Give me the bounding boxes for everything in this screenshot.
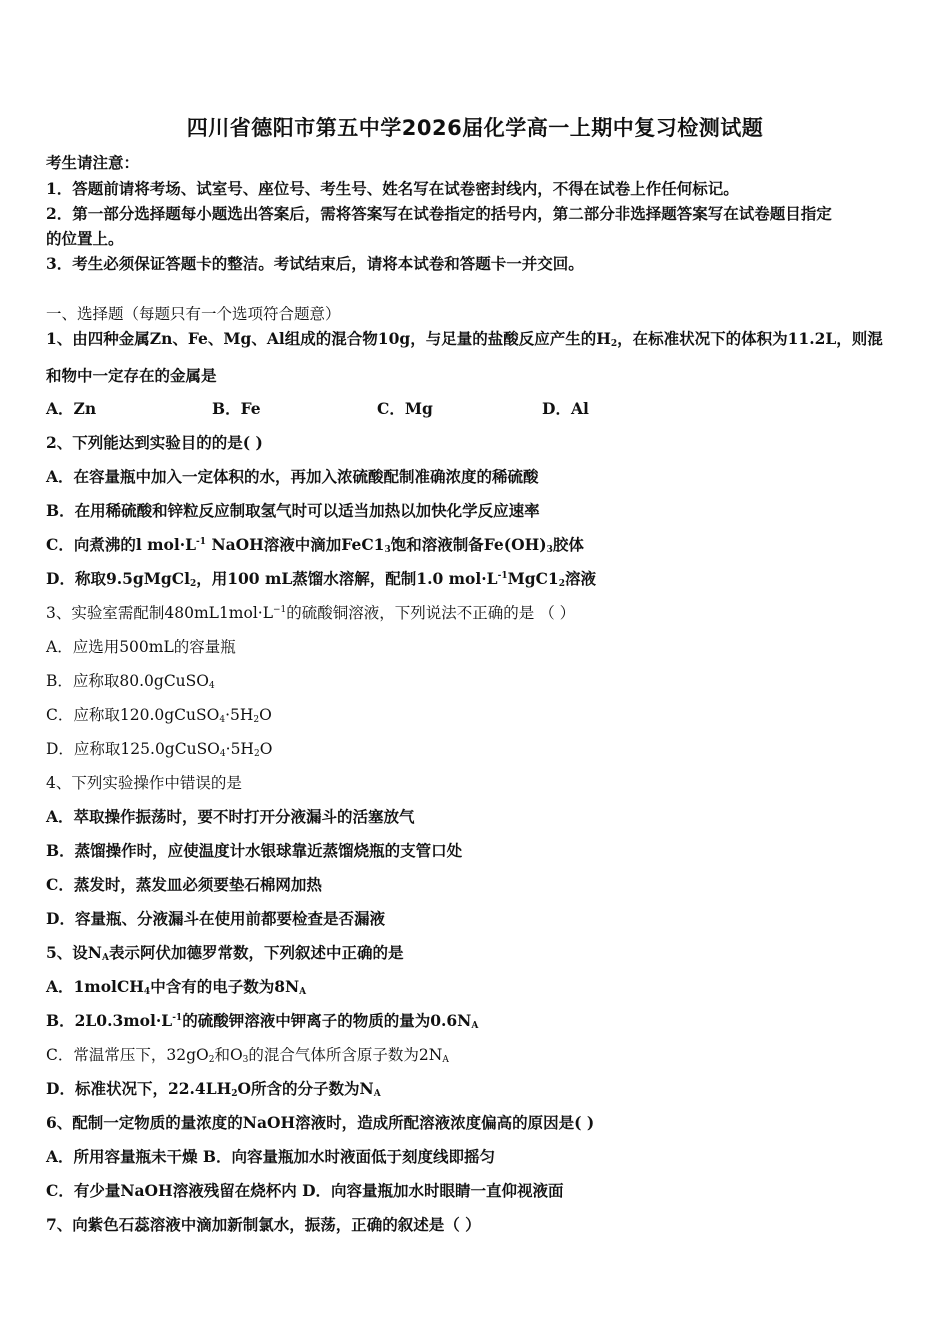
text-segment: 2: [208, 1055, 215, 1065]
text-segment: ·5H: [225, 706, 254, 724]
text-segment: NaOH溶液中滴加FeC1: [206, 535, 385, 554]
text-segment: A．在容量瓶中加入一定体积的水，再加入浓硫酸配制准确浓度的稀硫酸: [46, 467, 539, 486]
question-line: [46, 1077, 381, 1099]
notice-line: [46, 151, 139, 173]
question-line: [46, 1145, 495, 1167]
text-segment: A．应选用500mL的容量瓶: [46, 638, 236, 656]
question-line: [46, 941, 403, 963]
text-segment: 1、由四种金属Zn、Fe、Mg、Al组成的混合物10g，与足量的盐酸反应产生的H: [46, 329, 611, 348]
text-segment: 的位置上。: [46, 229, 124, 248]
notice-line: [46, 227, 124, 249]
text-segment: 胶体: [552, 535, 584, 554]
text-segment: 4: [143, 987, 151, 997]
text-segment: A: [299, 987, 307, 997]
text-segment: 2: [610, 339, 618, 349]
question-line: [46, 465, 539, 487]
text-segment: 7、向紫色石蕊溶液中滴加新制氯水，振荡，正确的叙述是（ ）: [46, 1215, 481, 1234]
text-segment: 表示阿伏加德罗常数，下列叙述中正确的是: [108, 943, 404, 962]
notice-line: [46, 202, 832, 224]
question-line: [46, 839, 462, 861]
text-segment: 考生请注意：: [46, 153, 140, 172]
text-segment: A．1molCH: [46, 977, 144, 996]
question-line: [46, 1213, 481, 1235]
question-line: [46, 364, 217, 386]
text-segment: 3: [384, 545, 391, 555]
text-segment: B．应称取80.0gCuSO: [46, 672, 209, 690]
question-line: [46, 499, 540, 521]
text-segment: O所含的分子数为N: [237, 1079, 374, 1098]
text-segment: 4: [219, 749, 226, 759]
text-segment: 1．答题前请将考场、试室号、座位号、考生号、姓名写在试卷密封线内，不得在试卷上作任何标记。: [46, 179, 739, 198]
text-segment: D．应称取125.0gCuSO: [46, 740, 220, 758]
page-title: 四川省德阳市第五中学2026届化学高一上期中复习检测试题: [186, 116, 764, 140]
text-segment: 2: [231, 1089, 238, 1099]
text-segment: 4: [219, 715, 226, 725]
text-segment: A．萃取操作振荡时，要不时打开分液漏斗的活塞放气: [46, 807, 415, 826]
text-segment: O: [259, 706, 272, 724]
text-segment: MgC1: [507, 569, 559, 588]
text-segment: B．蒸馏操作时，应使温度计水银球靠近蒸馏烧瓶的支管口处: [46, 841, 463, 860]
question-line: [46, 737, 272, 759]
question-line: [46, 907, 385, 929]
text-segment: 2: [558, 579, 565, 589]
text-segment: 3、实验室需配制480mL1mol·L: [46, 604, 274, 622]
text-segment: 中含有的电子数为8N: [150, 977, 300, 996]
text-segment: 2: [189, 579, 197, 589]
text-segment: 的混合气体所含原子数为2N: [248, 1046, 443, 1064]
option: C．Mg: [377, 399, 433, 418]
text-segment: 的硫酸铜溶液，下列说法不正确的是 （ ）: [286, 604, 576, 622]
question-line: [46, 1009, 478, 1031]
question-line: [46, 975, 306, 997]
text-segment: 2、下列能达到实验目的的是( ): [46, 433, 263, 452]
text-segment: ·5H: [225, 740, 254, 758]
text-segment: D．称取9.5gMgCl: [46, 569, 190, 588]
text-segment: 2: [253, 715, 260, 725]
text-segment: C．应称取120.0gCuSO: [46, 706, 220, 724]
text-segment: A: [442, 1055, 449, 1065]
question-line: [46, 1179, 564, 1201]
text-segment: B．2L0.3mol·L: [46, 1011, 173, 1030]
question-line: [46, 327, 883, 349]
question-line: [46, 601, 575, 623]
text-segment: 6、配制一定物质的量浓度的NaOH溶液时，造成所配溶液浓度偏高的原因是( ): [46, 1113, 595, 1132]
question-line: [46, 771, 242, 793]
question-line: [46, 533, 584, 555]
question-line: [46, 1043, 449, 1065]
text-segment: 4: [209, 681, 215, 691]
text-segment: ，用100 mL蒸馏水溶解，配制1.0 mol·L: [196, 569, 498, 588]
option: D．Al: [542, 399, 589, 418]
question-line: [46, 431, 263, 453]
text-segment: 和O: [214, 1046, 243, 1064]
text-segment: O: [259, 740, 273, 758]
text-segment: 的硫酸钾溶液中钾离子的物质的量为0.6N: [182, 1011, 472, 1030]
text-segment: C．向煮沸的l mol·L: [46, 535, 197, 554]
text-segment: D．标准状况下，22.4LH: [46, 1079, 232, 1098]
text-segment: C．常温常压下，32gO: [46, 1046, 209, 1064]
text-segment: A: [471, 1021, 479, 1031]
text-segment: 2．第一部分选择题每小题选出答案后，需将答案写在试卷指定的括号内，第二部分非选择题答案写在试卷题目指定: [46, 204, 832, 223]
text-segment: -1: [172, 1013, 183, 1023]
text-segment: 3: [242, 1055, 249, 1065]
text-segment: −1: [273, 605, 287, 615]
text-segment: B．在用稀硫酸和锌粒反应制取氢气时可以适当加热以加快化学反应速率: [46, 501, 540, 520]
question-line: [46, 635, 236, 657]
text-segment: D．容量瓶、分液漏斗在使用前都要检查是否漏液: [46, 909, 385, 928]
text-segment: 4、下列实验操作中错误的是: [46, 774, 242, 792]
text-segment: 5、设N: [46, 943, 102, 962]
question-line: [46, 669, 215, 691]
text-segment: C．蒸发时，蒸发皿必须要垫石棉网加热: [46, 875, 322, 894]
text-segment: 溶液: [564, 569, 596, 588]
option: A．Zn: [46, 399, 97, 418]
text-segment: 2: [253, 749, 260, 759]
text-segment: A: [101, 953, 109, 963]
question-line: [46, 873, 322, 895]
text-segment: -1: [196, 537, 207, 547]
text-segment: A: [373, 1089, 381, 1099]
text-segment: -1: [497, 571, 508, 581]
notice-line: [46, 252, 584, 274]
text-segment: 3: [546, 545, 553, 555]
question-line: [46, 1111, 594, 1133]
section-heading: 一、选择题（每题只有一个选项符合题意）: [46, 305, 341, 323]
text-segment: 3．考生必须保证答题卡的整洁。考试结束后，请将本试卷和答题卡一并交回。: [46, 254, 584, 273]
text-segment: A．所用容量瓶未干燥 B．向容量瓶加水时液面低于刻度线即摇匀: [46, 1147, 496, 1166]
option: B．Fe: [212, 399, 261, 418]
text-segment: 饱和溶液制备Fe(OH): [390, 535, 547, 554]
question-line: [46, 567, 596, 589]
text-segment: C．有少量NaOH溶液残留在烧杯内 D．向容量瓶加水时眼睛一直仰视液面: [46, 1181, 564, 1200]
text-segment: 和物中一定存在的金属是: [46, 366, 217, 385]
notice-line: [46, 177, 739, 199]
question-line: [46, 805, 415, 827]
text-segment: ，在标准状况下的体积为11.2L，则混: [617, 329, 883, 348]
question-line: [46, 703, 272, 725]
